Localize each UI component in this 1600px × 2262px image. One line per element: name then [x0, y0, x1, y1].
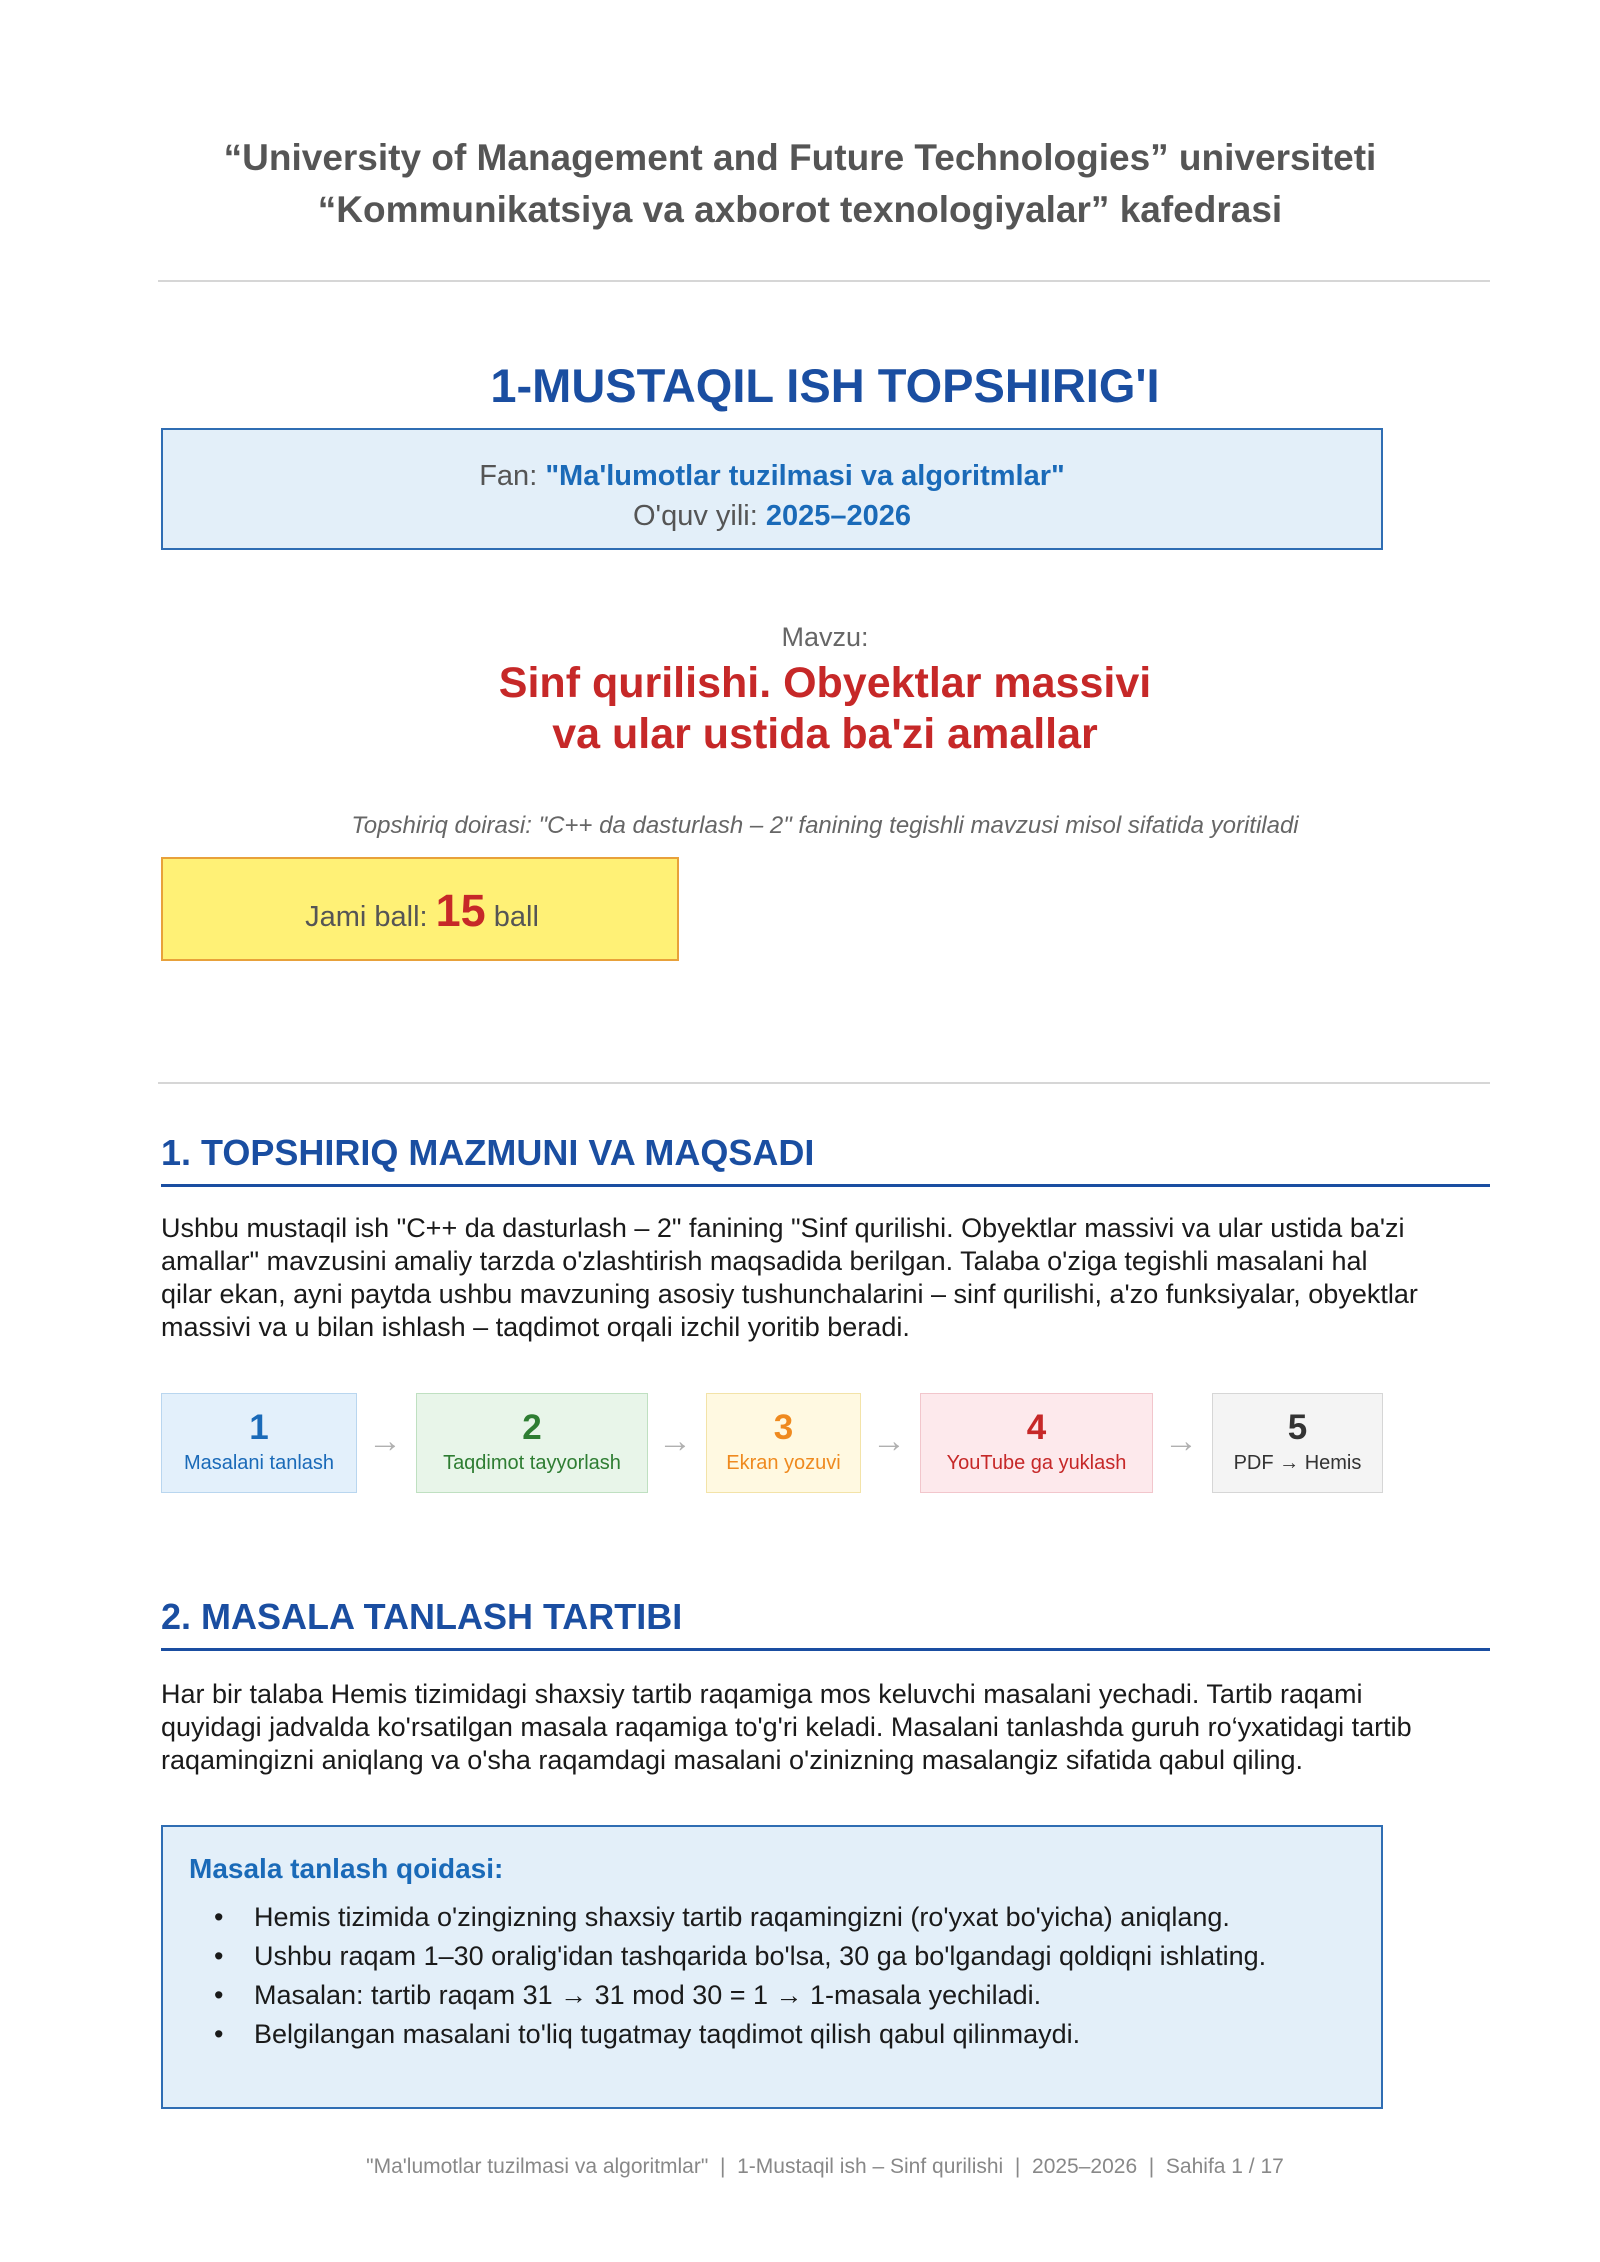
course-name: "Ma'lumotlar tuzilmasi va algoritmlar"	[545, 460, 1065, 492]
department-name: “Kommunikatsiya va axborot texnologiyalar” kafedrasi	[317, 189, 1283, 230]
bullet: •	[214, 2019, 224, 2049]
step-number: 3	[773, 1408, 794, 1447]
step-label: YouTube ga yuklash	[946, 1452, 1127, 1474]
score-label: Jami ball:	[305, 901, 428, 933]
year-value: 2025–2026	[765, 500, 911, 532]
section-1-text	[161, 1212, 1490, 1344]
course-info-box	[161, 428, 1383, 550]
topic-line-2: va ular ustida ba'zi amallar	[552, 710, 1098, 758]
bullet: •	[214, 1941, 224, 1971]
bullet: •	[214, 1980, 224, 2010]
step-card-3	[706, 1393, 861, 1493]
paragraph-line: amallar" mavzusini amaliy tarzda o'zlashtirish maqsadida berilgan. Talaba o'ziga tegishli masalani hal	[161, 1246, 1368, 1276]
topic-line-1: Sinf qurilishi. Obyektlar massivi	[498, 659, 1152, 707]
step-label: Masalani tanlash	[183, 1452, 335, 1474]
course-label: Fan:	[479, 460, 538, 492]
section-2-title: 2. MASALA TANLASH TARTIBI	[161, 1596, 1490, 1651]
document-title: 1-MUSTAQIL ISH TOPSHIRIG'I	[490, 359, 1160, 412]
step-label: Ekran yozuvi	[726, 1452, 841, 1474]
arrow-right-icon: →	[872, 1422, 906, 1460]
university-header	[0, 132, 1600, 236]
step-label: Taqdimot tayyorlash	[443, 1452, 621, 1474]
rule-item	[214, 1902, 1230, 1933]
paragraph-line: Har bir talaba Hemis tizimidagi shaxsiy tartib raqamiga mos keluvchi masalani yechadi. Tartib raqami	[161, 1679, 1363, 1709]
academic-year-line	[163, 500, 1381, 533]
year-label: O'quv yili:	[632, 500, 758, 532]
paragraph-line: raqamingizni aniqlang va o'sha raqamdagi masalani o'zinizning masalangiz sifatida qabul qiling.	[161, 1745, 1303, 1775]
topic-label: Mavzu:	[781, 622, 869, 652]
scope-note: Topshiriq doirasi: "C++ da dasturlash – 2" fanining tegishli mavzusi misol sifatida yoritiladi	[351, 812, 1299, 839]
rule-text: Belgilangan masalani to'liq tugatmay taqdimot qilish qabul qilinmaydi.	[254, 2019, 1081, 2049]
rule-text: Masalan: tartib raqam 31 → 31 mod 30 = 1 → 1-masala yechiladi.	[254, 1980, 1042, 2010]
bullet: •	[214, 1902, 224, 1932]
arrow-right-icon: →	[658, 1422, 692, 1460]
step-card-5	[1212, 1393, 1383, 1493]
section-2-text	[161, 1678, 1490, 1777]
step-number: 2	[522, 1408, 542, 1447]
topic-title	[0, 658, 1600, 760]
paragraph-line: qilar ekan, ayni paytda ushbu mavzuning asosiy tushunchalarini – sinf qurilishi, a'zo funksiyalar, obyektlar	[161, 1279, 1418, 1309]
rule-text: Ushbu raqam 1–30 oralig'idan tashqarida bo'lsa, 30 ga bo'lgandagi qoldiqni ishlating.	[254, 1941, 1267, 1971]
rule-item	[214, 1980, 1041, 2011]
step-number: 1	[249, 1408, 269, 1447]
section-1-title: 1. TOPSHIRIQ MAZMUNI VA MAQSADI	[161, 1132, 1490, 1187]
step-number: 5	[1287, 1408, 1308, 1447]
arrow-right-icon: →	[368, 1422, 402, 1460]
rules-title: Masala tanlash qoidasi:	[189, 1853, 504, 1884]
rule-item	[214, 1941, 1266, 1972]
step-label: PDF → Hemis	[1233, 1452, 1362, 1474]
score-unit: ball	[493, 901, 539, 933]
rule-item	[214, 2019, 1080, 2050]
rules-box	[161, 1825, 1383, 2109]
score-line	[163, 885, 681, 937]
paragraph-line: massivi va u bilan ishlash – taqdimot orqali izchil yoritib beradi.	[161, 1312, 910, 1342]
step-number: 4	[1026, 1408, 1047, 1447]
rule-text: Hemis tizimida o'zingizning shaxsiy tartib raqamingizni (ro'yxat bo'yicha) aniqlang.	[254, 1902, 1230, 1932]
page-footer: "Ma'lumotlar tuzilmasi va algoritmlar" | 1-Mustaqil ish – Sinf qurilishi | 2025–2026 | Sahifa 1 / 17	[366, 2155, 1284, 2178]
step-card-1	[161, 1393, 357, 1493]
arrow-right-icon: →	[1164, 1422, 1198, 1460]
divider	[158, 1082, 1490, 1084]
score-box	[161, 857, 679, 961]
step-card-2	[416, 1393, 648, 1493]
course-line	[163, 460, 1381, 493]
step-card-4	[920, 1393, 1153, 1493]
paragraph-line: quyidagi jadvalda ko'rsatilgan masala raqamiga to'g'ri keladi. Masalani tanlashda guruh ro‘yxatidagi tartib	[161, 1712, 1412, 1742]
divider	[158, 280, 1490, 282]
university-name: “University of Management and Future Technologies” universiteti	[223, 137, 1377, 178]
paragraph-line: Ushbu mustaqil ish "C++ da dasturlash – 2" fanining "Sinf qurilishi. Obyektlar massivi va ular ustida ba'zi	[161, 1213, 1405, 1243]
score-value: 15	[435, 885, 486, 936]
